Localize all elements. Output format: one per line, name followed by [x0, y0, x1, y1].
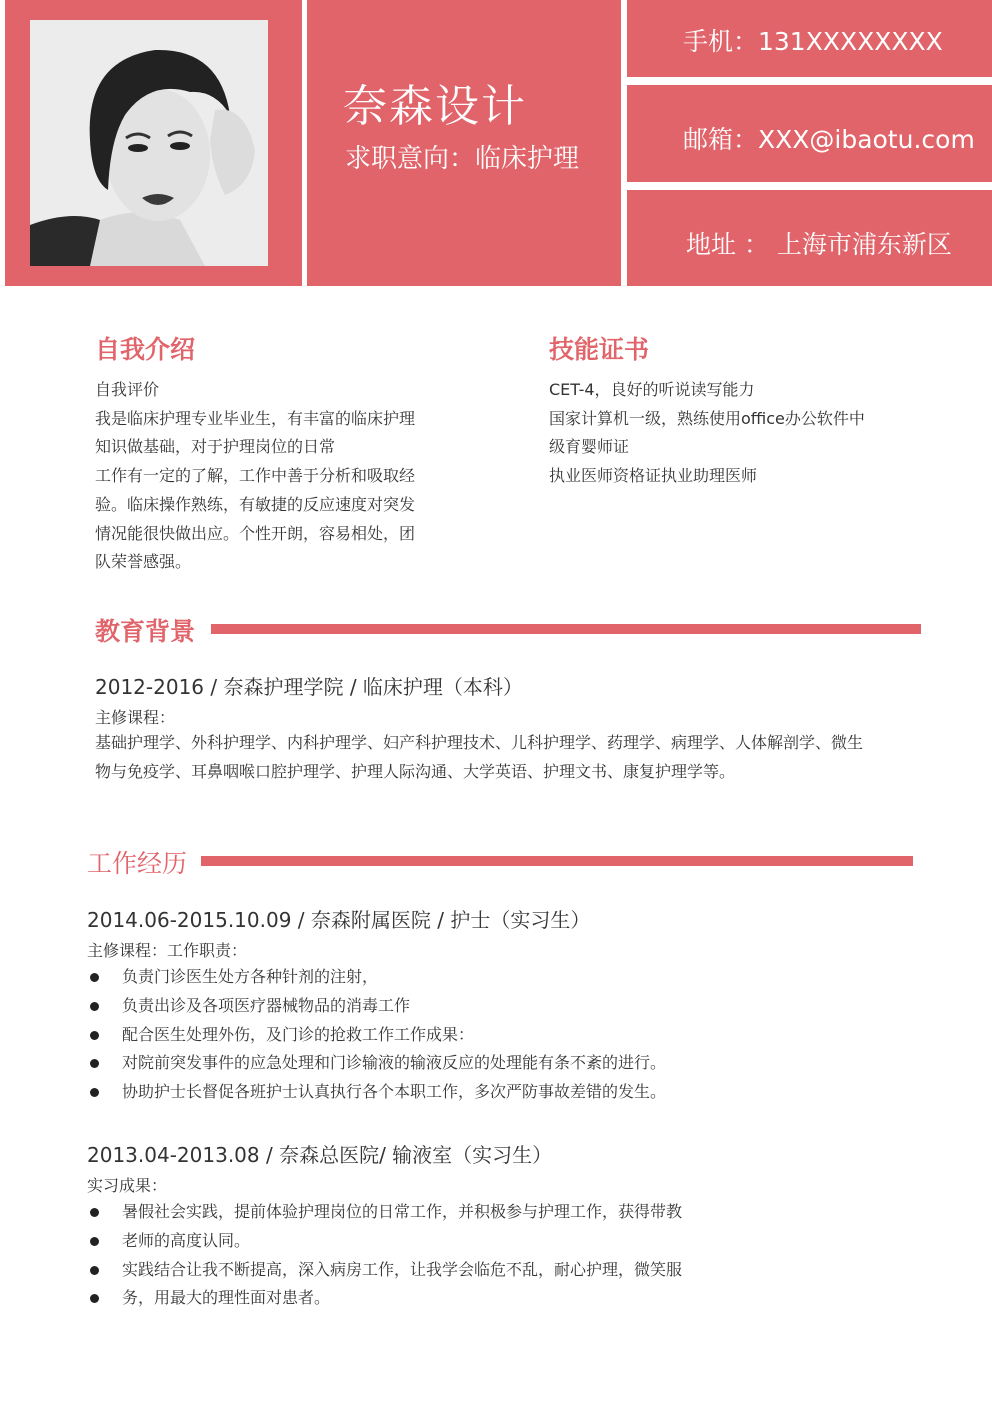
skills-line: 级育婴师证: [549, 437, 630, 457]
home-address: 地址 ： 上海市浦东新区: [686, 230, 952, 259]
work-divider: [201, 856, 913, 866]
list-item: 实践结合让我不断提高，深入病房工作，让我学会临危不乱，耐心护理，微笑服: [87, 1256, 682, 1285]
phone-number: 手机：131XXXXXXXX: [683, 27, 943, 56]
job-duties-list: [87, 963, 666, 1107]
profile-photo: [30, 20, 268, 266]
skills-line: 执业医师资格证执业助理医师: [549, 466, 758, 486]
self-intro-line: 我是临床护理专业毕业生，有丰富的临床护理: [95, 408, 416, 428]
candidate-name: 奈森设计: [343, 81, 527, 132]
email-address: 邮箱：XXX@ibaotu.com: [683, 125, 975, 154]
list-item: 对院前突发事件的应急处理和门诊输液的输液反应的处理能有条不紊的进行。: [87, 1049, 666, 1078]
list-item: 老师的高度认同。: [87, 1227, 682, 1256]
self-intro-line: 工作有一定的了解，工作中善于分析和吸取经: [95, 466, 416, 486]
list-item: 负责出诊及各项医疗器械物品的消毒工作: [87, 992, 666, 1021]
job-heading: 2014.06-2015.10.09 / 奈森附属医院 / 护士（实习生）: [87, 908, 591, 932]
portrait-illustration: [30, 20, 268, 266]
skills-line: 国家计算机一级，熟练使用office办公软件中: [549, 408, 865, 428]
list-item: 配合医生处理外伤，及门诊的抢救工作工作成果：: [87, 1021, 666, 1050]
self-intro-line: 队荣誉感强。: [95, 552, 192, 572]
list-item: 负责门诊医生处方各种针剂的注射，: [87, 963, 666, 992]
skills-line: CET-4，良好的听说读写能力: [549, 380, 755, 399]
job-heading: 2013.04-2013.08 / 奈森总医院/ 输液室（实习生）: [87, 1143, 553, 1167]
self-intro-line: 验。临床操作熟练，有敏捷的反应速度对突发: [95, 494, 416, 514]
education-divider: [211, 624, 921, 634]
courses-line: 基础护理学、外科护理学、内科护理学、妇产科护理技术、儿科护理学、药理学、病理学、人体解剖学、微生: [95, 733, 864, 752]
skills-title: 技能证书: [549, 335, 650, 364]
education-title: 教育背景: [95, 617, 196, 646]
list-item: 协助护士长督促各班护士认真执行各个本职工作，多次严防事故差错的发生。: [87, 1078, 666, 1107]
education-heading: 2012-2016 / 奈森护理学院 / 临床护理（本科）: [95, 675, 523, 699]
work-title: 工作经历: [87, 849, 188, 878]
courses-line: 物与免疫学、耳鼻咽喉口腔护理学、护理人际沟通、大学英语、护理文书、康复护理学等。: [95, 761, 736, 781]
skills-text: [549, 376, 865, 491]
self-intro-title: 自我介绍: [95, 335, 196, 364]
self-intro-line: 知识做基础，对于护理岗位的日常: [95, 437, 336, 457]
job-label: 主修课程：工作职责：: [87, 941, 248, 960]
list-item: 暑假社会实践，提前体验护理岗位的日常工作，并积极参与护理工作，获得带教: [87, 1198, 682, 1227]
list-item: 务，用最大的理性面对患者。: [87, 1284, 682, 1313]
self-intro-text: [95, 376, 415, 577]
self-intro-line: 自我评价: [95, 380, 160, 399]
job-label: 实习成果：: [87, 1176, 168, 1195]
courses-label: 主修课程：: [95, 708, 176, 727]
job-results-list: [87, 1198, 682, 1313]
job-intent: 求职意向：临床护理: [345, 144, 580, 174]
self-intro-line: 情况能很快做出应。个性开朗，容易相处，团: [95, 523, 416, 543]
courses-text: [95, 729, 863, 786]
